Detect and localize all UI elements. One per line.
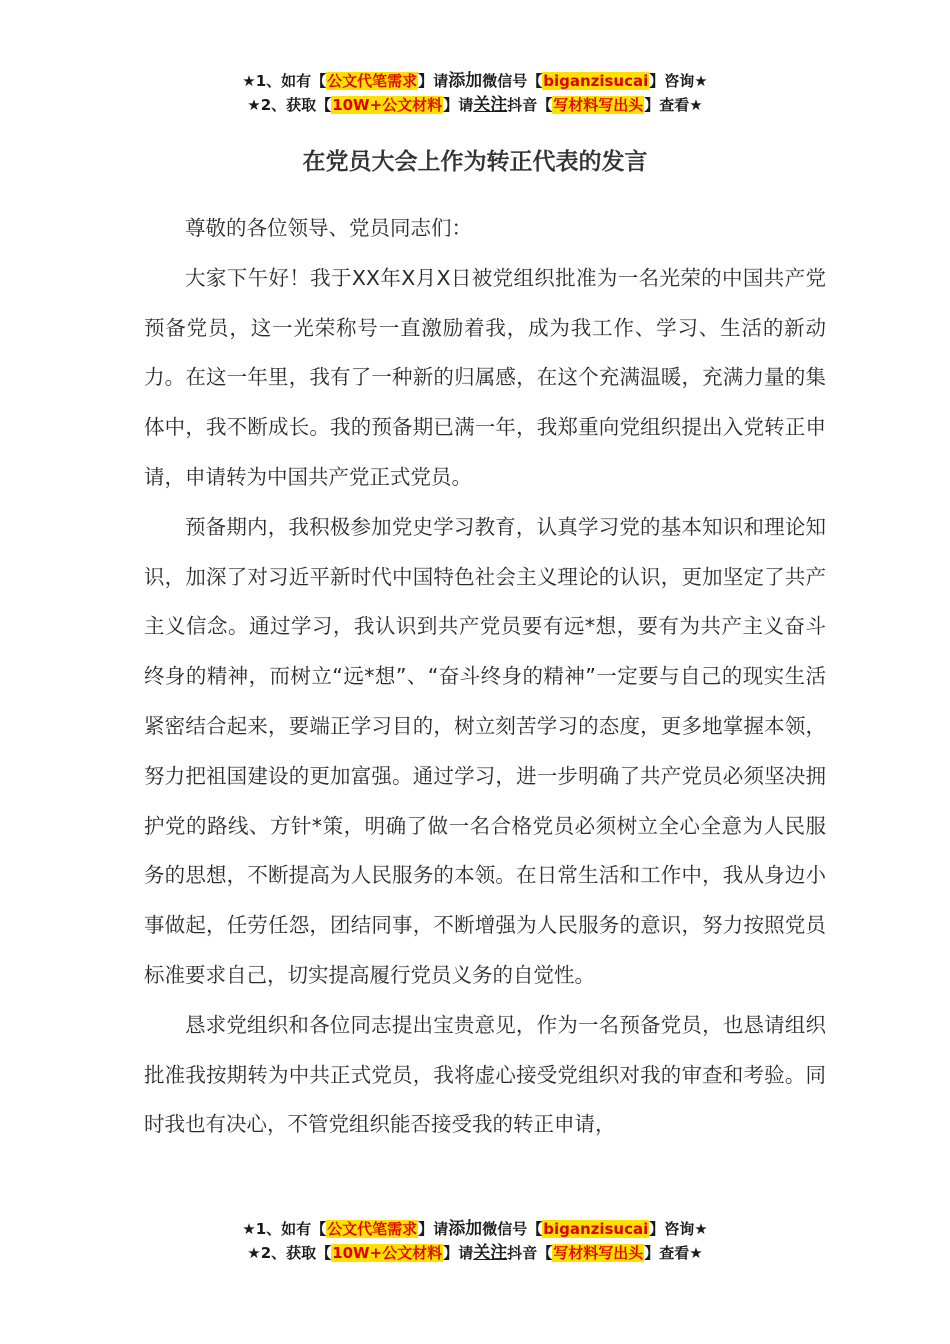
promo-emphasis: 添加 <box>448 71 483 91</box>
promo-text: 】请 <box>418 1220 449 1238</box>
promo-emphasis: 关注 <box>473 95 508 115</box>
promo-text: ★1、如有【 <box>242 1220 327 1238</box>
promo-text: 】咨询★ <box>649 72 708 90</box>
promo-text: 】咨询★ <box>649 1220 708 1238</box>
promo-emphasis: 添加 <box>448 1219 483 1239</box>
document-body <box>144 204 826 1150</box>
promo-line-1 <box>0 1217 950 1241</box>
promo-highlight: 10W+公文材料 <box>332 96 443 114</box>
promo-text: ★1、如有【 <box>242 72 327 90</box>
promo-text: 微信号【 <box>482 1220 543 1238</box>
salutation: 尊敬的各位领导、党员同志们： <box>185 216 472 240</box>
promo-douyin-id: 写材料写出头 <box>553 1244 644 1262</box>
promo-wechat-id: biganzisucai <box>543 72 649 90</box>
promo-text: 微信号【 <box>482 72 543 90</box>
promo-highlight: 10W+公文材料 <box>332 1244 443 1262</box>
promo-text: 】请 <box>418 72 449 90</box>
promo-line-2 <box>0 1241 950 1265</box>
promo-text: 】请 <box>443 96 474 114</box>
body-paragraph: 预备期内，我积极参加党史学习教育，认真学习党的基本知识和理论知识，加深了对习近平新时代中国特色社会主义理论的认识，更加坚定了共产主义信念。通过学习，我认识到共产党员要有远*想，要有为共产主义奋斗终身的精神，而树立“远*想”、“奋斗终身的精神”一定要与自己的现实生活紧密结合起来，要端正学习目的，树立刻苦学习的态度，更多地掌握本领，努力把祖国建设的更加富强。通过学习，进一步明确了共产党员必须坚决拥护党的路线、方针*策，明确了做一名合格党员必须树立全心全意为人民服务的思想，不断提高为人民服务的本领。在日常生活和工作中，我从身边小事做起，任劳任怨，团结同事，不断增强为人民服务的意识，努力按照党员标准要求自己，切实提高履行党员义务的自觉性。 <box>144 514 826 987</box>
document-title: 在党员大会上作为转正代表的发言 <box>302 149 648 175</box>
promo-wechat-id: biganzisucai <box>543 1220 649 1238</box>
body-paragraph: 恳求党组织和各位同志提出宝贵意见，作为一名预备党员，也恳请组织批准我按期转为中共正式党员，我将虚心接受党组织对我的审查和考验。同时我也有决心，不管党组织能否接受我的转正申请， <box>144 1012 826 1137</box>
promo-text: ★2、获取【 <box>247 96 332 114</box>
promo-text: 抖音【 <box>507 1244 553 1262</box>
promo-banner-top <box>0 69 950 117</box>
promo-text: ★2、获取【 <box>247 1244 332 1262</box>
promo-douyin-id: 写材料写出头 <box>553 96 644 114</box>
promo-banner-bottom <box>0 1217 950 1265</box>
promo-text: 抖音【 <box>507 96 553 114</box>
promo-emphasis: 关注 <box>473 1243 508 1263</box>
promo-line-2 <box>0 93 950 117</box>
body-paragraph: 大家下午好！我于XX年X月X日被党组织批准为一名光荣的中国共产党预备党员，这一光荣称号一直激励着我，成为我工作、学习、生活的新动力。在这一年里，我有了一种新的归属感，在这个充满温暖，充满力量的集体中，我不断成长。我的预备期已满一年，我郑重向党组织提出入党转正申请，申请转为中国共产党正式党员。 <box>144 265 826 489</box>
promo-text: 】查看★ <box>644 96 703 114</box>
promo-highlight: 公文代笔需求 <box>327 1220 418 1238</box>
promo-highlight: 公文代笔需求 <box>327 72 418 90</box>
promo-text: 】请 <box>443 1244 474 1262</box>
promo-text: 】查看★ <box>644 1244 703 1262</box>
promo-line-1 <box>0 69 950 93</box>
